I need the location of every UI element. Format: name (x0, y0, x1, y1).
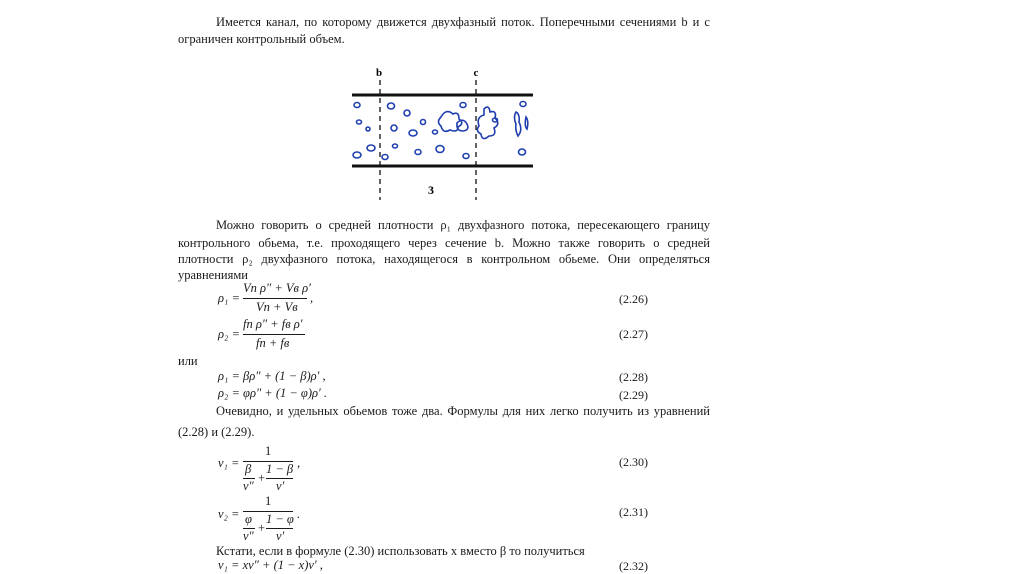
eq230-v-prime: v′ (276, 479, 285, 493)
text4-line-1: Кстати, если в формуле (2.30) использовать x вместо β то получиться (216, 544, 585, 558)
eq231-number: (2.31) (619, 505, 648, 519)
eq230-number: (2.30) (619, 455, 648, 469)
eq231-v-double-prime: v″ (243, 529, 254, 543)
eq226-numerator: Vп ρ″ + Vв ρ′ (243, 281, 311, 295)
eq230-one-minus-beta: 1 − β (266, 462, 294, 476)
eq227-number: (2.27) (619, 327, 648, 341)
volume-label: 3 (428, 183, 434, 197)
eq229-number: (2.29) (619, 388, 648, 402)
eq226-number: (2.26) (619, 292, 648, 306)
intro-line-1: Имеется канал, по которому движется двухфазный поток. Поперечными сечениями b и c (216, 15, 710, 29)
eq231-numerator: 1 (265, 494, 272, 508)
bubbles (353, 102, 528, 160)
text2-line-4: уравнениями (178, 268, 248, 282)
eq226-lhs: ρ₁ = (218, 291, 240, 305)
section-c-label: c (473, 67, 479, 79)
eq227-denominator: fп + fв (256, 336, 290, 350)
eq230-numerator: 1 (265, 444, 272, 458)
or-word: или (178, 354, 198, 368)
section-b-label: b (375, 67, 383, 79)
text2-line-1: Можно говорить о средней плотности ρ₁ двухфазного потока, пересекающего границу (216, 218, 710, 232)
text3-line-2: (2.28) и (2.29). (178, 425, 255, 439)
eq231-phi: φ (245, 512, 252, 526)
text2-line-2: контрольного обьема, т.е. проходящего через сечение b. Можно также говорить о средней (178, 236, 710, 250)
eq231-lhs: v₂ = (218, 507, 240, 521)
eq231-tail: . (297, 507, 301, 521)
text3-line-1: Очевидно, и удельных обьемов тоже два. Формулы для них легко получить из уравнений (216, 404, 710, 418)
eq227-numerator: fп ρ″ + fв ρ′ (243, 317, 303, 331)
eq232: v₁ = xv″ + (1 − x)v′ , (218, 558, 323, 572)
eq231-v-prime: v′ (276, 529, 285, 543)
eq231-one-minus-phi: 1 − φ (266, 512, 294, 526)
intro-line-2: ограничен контрольный объем. (178, 32, 345, 46)
text2-line-3: плотности ρ₂ двухфазного потока, находящегося в контрольном обьеме. Они определяться (178, 252, 710, 266)
eq230-tail: , (297, 456, 301, 470)
eq230-beta: β (245, 462, 252, 476)
eq226-fraction-bar (243, 298, 307, 299)
eq230-v-double-prime: v″ (243, 479, 254, 493)
eq226-tail: , (310, 291, 314, 305)
channel-diagram (345, 62, 545, 202)
eq228-number: (2.28) (619, 370, 648, 384)
eq230-lhs: v₁ = (218, 456, 240, 470)
eq227-fraction-bar (243, 334, 305, 335)
eq229: ρ₂ = φρ″ + (1 − φ)ρ′ . (218, 386, 327, 400)
eq227-lhs: ρ₂ = (218, 327, 240, 341)
eq228: ρ₁ = βρ″ + (1 − β)ρ′ , (218, 369, 326, 383)
eq232-number: (2.32) (619, 559, 648, 573)
eq226-denominator: Vп + Vв (256, 300, 298, 314)
eq230-plus: + (258, 471, 266, 485)
eq231-plus: + (258, 521, 266, 535)
